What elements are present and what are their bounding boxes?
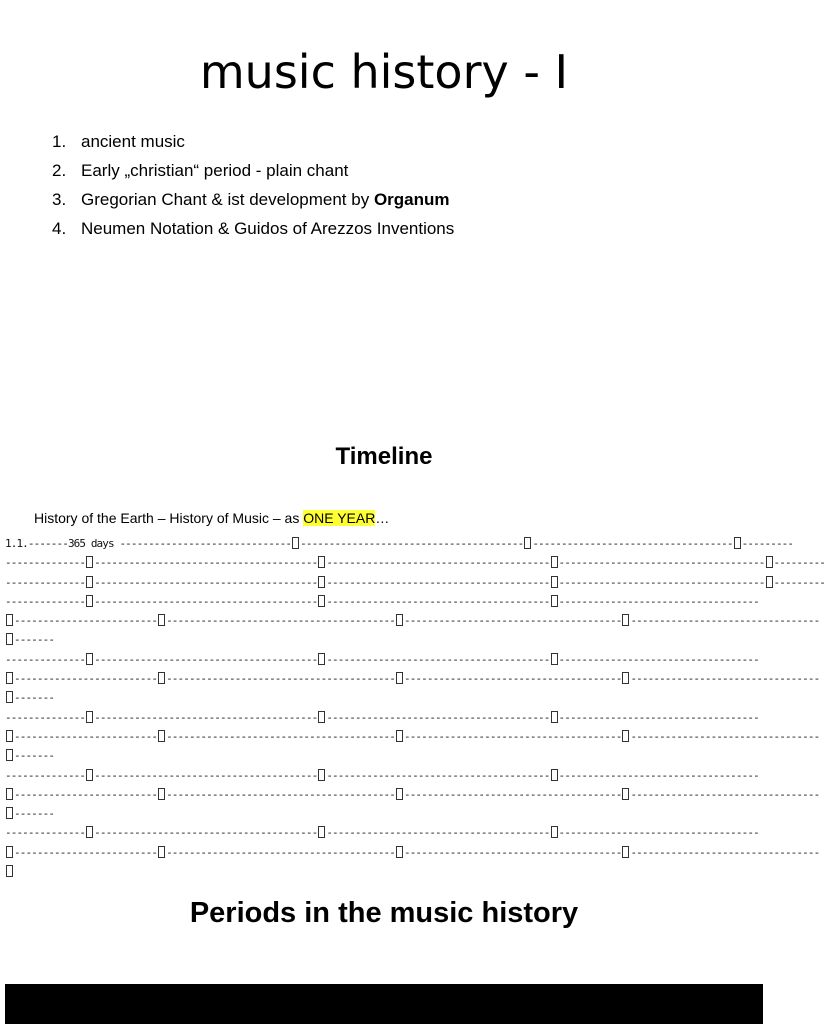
list-item-number: 1. — [52, 132, 67, 151]
placeholder-box-icon — [551, 653, 558, 665]
timeline-line — [5, 611, 820, 630]
dash-segment: ------- — [14, 633, 55, 647]
dash-segment: -------------------------------------- — [403, 787, 622, 801]
placeholder-box-icon — [6, 614, 13, 626]
placeholder-box-icon — [6, 633, 13, 645]
placeholder-box-icon — [6, 749, 13, 761]
dash-segment: -------------- — [5, 710, 86, 724]
intro-highlight: ONE YEAR — [303, 510, 376, 526]
placeholder-box-icon — [6, 672, 13, 684]
placeholder-box-icon — [766, 576, 773, 588]
dash-segment: ----------------------------------- — [558, 652, 759, 666]
placeholder-box-icon — [6, 691, 13, 703]
dash-segment: ------- — [14, 749, 55, 763]
timeline-line — [5, 669, 820, 688]
timeline-line — [5, 573, 825, 592]
placeholder-box-icon — [86, 556, 93, 568]
dash-segment: --------------------------------------- — [326, 594, 550, 608]
placeholder-box-icon — [551, 556, 558, 568]
dash-segment: --------------------------------------- — [94, 710, 318, 724]
list-item-text: Early „christian“ period - plain chant — [81, 161, 349, 180]
list-item-text: Neumen Notation & Guidos of Arezzos Inventions — [81, 219, 455, 238]
timeline-line — [5, 862, 755, 881]
dash-segment: 1.1.-------365 days ------------------------------ — [5, 537, 292, 550]
placeholder-box-icon — [622, 614, 629, 626]
placeholder-box-icon — [86, 769, 93, 781]
placeholder-box-icon — [158, 614, 165, 626]
dash-segment: -------------------------------------- — [403, 729, 622, 743]
placeholder-box-icon — [86, 576, 93, 588]
list-item-number: 3. — [52, 190, 67, 209]
dash-segment: ------- — [14, 691, 55, 705]
dash-segment: --------------------------------- — [630, 787, 820, 801]
list-item — [52, 217, 454, 246]
timeline-intro — [34, 509, 389, 527]
dash-segment: --------------------------------------- — [326, 556, 550, 570]
dash-segment: ---------------------------------------- — [166, 672, 395, 686]
list-item — [52, 188, 454, 217]
placeholder-box-icon — [396, 614, 403, 626]
dash-segment: ------------------------------------ — [558, 575, 765, 589]
placeholder-box-icon — [86, 653, 93, 665]
dash-segment: -------------------------------------- — [403, 672, 622, 686]
placeholder-box-icon — [6, 846, 13, 858]
timeline-line — [5, 823, 759, 842]
placeholder-box-icon — [396, 672, 403, 684]
placeholder-box-icon — [318, 826, 325, 838]
dash-segment: -------------------------------------- — [403, 614, 622, 628]
placeholder-box-icon — [6, 865, 13, 877]
timeline-line — [5, 592, 759, 611]
dash-segment: ----------------------------------- — [532, 537, 733, 550]
placeholder-box-icon — [396, 730, 403, 742]
dash-segment: --------------------------------- — [630, 729, 820, 743]
dash-segment: -------------- — [5, 826, 86, 840]
placeholder-box-icon — [158, 730, 165, 742]
dash-segment: --------- — [773, 556, 825, 570]
placeholder-box-icon — [396, 846, 403, 858]
placeholder-box-icon — [622, 788, 629, 800]
list-item-text: Gregorian Chant & ist development by — [81, 190, 374, 209]
placeholder-box-icon — [158, 672, 165, 684]
dash-segment: -------------- — [5, 575, 86, 589]
dash-segment: --------------------------------------- — [326, 652, 550, 666]
list-item-text: ancient music — [81, 132, 185, 151]
dash-segment: --------------------------------------- — [94, 556, 318, 570]
timeline-line — [5, 708, 759, 727]
placeholder-box-icon — [86, 711, 93, 723]
placeholder-box-icon — [6, 788, 13, 800]
dash-segment: ---------------------------------------- — [166, 729, 395, 743]
placeholder-box-icon — [551, 711, 558, 723]
timeline-line — [5, 766, 759, 785]
intro-ellipsis: … — [375, 510, 390, 526]
placeholder-box-icon — [524, 537, 531, 549]
placeholder-box-icon — [318, 556, 325, 568]
dash-segment: -------------- — [5, 594, 86, 608]
placeholder-box-icon — [292, 537, 299, 549]
placeholder-box-icon — [6, 730, 13, 742]
dash-segment: --------------------------------- — [630, 614, 820, 628]
placeholder-box-icon — [6, 807, 13, 819]
topic-list — [52, 130, 454, 246]
dash-segment: --------- — [773, 575, 825, 589]
placeholder-box-icon — [318, 711, 325, 723]
list-item-bold-term: Organum — [373, 190, 450, 209]
dash-segment: ------------------------- — [14, 672, 158, 686]
dash-segment: ------------------------- — [14, 614, 158, 628]
list-item — [52, 130, 454, 159]
timeline-heading: Timeline — [335, 443, 433, 470]
placeholder-box-icon — [622, 672, 629, 684]
timeline-line — [5, 534, 794, 553]
placeholder-box-icon — [766, 556, 773, 568]
timeline-line — [5, 746, 755, 765]
dash-segment: --------------------------------------- — [326, 710, 550, 724]
dash-segment: ----------------------------------- — [558, 826, 759, 840]
timeline-line — [5, 804, 755, 823]
dash-segment: -------------------------------------- — [403, 845, 622, 859]
dash-segment: ------------------------- — [14, 729, 158, 743]
placeholder-box-icon — [551, 595, 558, 607]
timeline-line — [5, 553, 825, 572]
list-item-number: 2. — [52, 161, 67, 180]
dash-segment: --------------------------------------- — [326, 826, 550, 840]
intro-text: History of the Earth – History of Music – as — [34, 510, 304, 526]
dash-segment: --------------------------------- — [630, 845, 820, 859]
placeholder-box-icon — [396, 788, 403, 800]
dash-segment: --------------------------------------- — [94, 826, 318, 840]
timeline-line — [5, 630, 755, 649]
dash-segment: ------------------------- — [14, 787, 158, 801]
placeholder-box-icon — [318, 595, 325, 607]
dash-segment: ---------------------------------------- — [166, 614, 395, 628]
placeholder-box-icon — [551, 769, 558, 781]
dash-segment: -------------- — [5, 768, 86, 782]
placeholder-box-icon — [158, 788, 165, 800]
dash-segment: ---------------------------------------- — [166, 787, 395, 801]
placeholder-box-icon — [622, 846, 629, 858]
timeline-line — [5, 650, 759, 669]
dash-segment: --------------------------------------- — [94, 652, 318, 666]
dash-segment: ---------------------------------------- — [166, 845, 395, 859]
list-item-number: 4. — [52, 219, 67, 238]
dash-segment: --------------------------------------- — [326, 575, 550, 589]
timeline-line — [5, 688, 755, 707]
dash-segment: --------------------------------- — [630, 672, 820, 686]
placeholder-box-icon — [86, 826, 93, 838]
dash-segment: --------------------------------------- — [94, 575, 318, 589]
periods-heading: Periods in the music history — [189, 897, 579, 929]
dash-segment: --------------------------------------- — [94, 594, 318, 608]
dash-segment: -------------- — [5, 556, 86, 570]
placeholder-box-icon — [622, 730, 629, 742]
dash-segment: --------------------------------------- — [94, 768, 318, 782]
dash-segment: --------- — [741, 537, 794, 550]
placeholder-box-icon — [318, 576, 325, 588]
placeholder-box-icon — [551, 576, 558, 588]
dash-segment: ----------------------------------- — [558, 710, 759, 724]
placeholder-box-icon — [318, 769, 325, 781]
timeline-dash-lines — [5, 534, 825, 866]
placeholder-box-icon — [158, 846, 165, 858]
placeholder-box-icon — [318, 653, 325, 665]
placeholder-box-icon — [86, 595, 93, 607]
timeline-line — [5, 785, 820, 804]
placeholder-box-icon — [734, 537, 741, 549]
dash-segment: ----------------------------------- — [558, 768, 759, 782]
list-item — [52, 159, 454, 188]
dash-segment: -------------- — [5, 652, 86, 666]
dash-segment: ----------------------------------- — [558, 594, 759, 608]
timeline-line — [5, 843, 820, 862]
dash-segment: ------------------------------------ — [558, 556, 765, 570]
footer-bar — [5, 984, 763, 1024]
dash-segment: --------------------------------------- — [326, 768, 550, 782]
placeholder-box-icon — [551, 826, 558, 838]
page-title: music history - I — [199, 45, 569, 99]
dash-segment: --------------------------------------- — [300, 537, 524, 550]
timeline-line — [5, 727, 820, 746]
dash-segment: ------- — [14, 807, 55, 821]
dash-segment: ------------------------- — [14, 845, 158, 859]
